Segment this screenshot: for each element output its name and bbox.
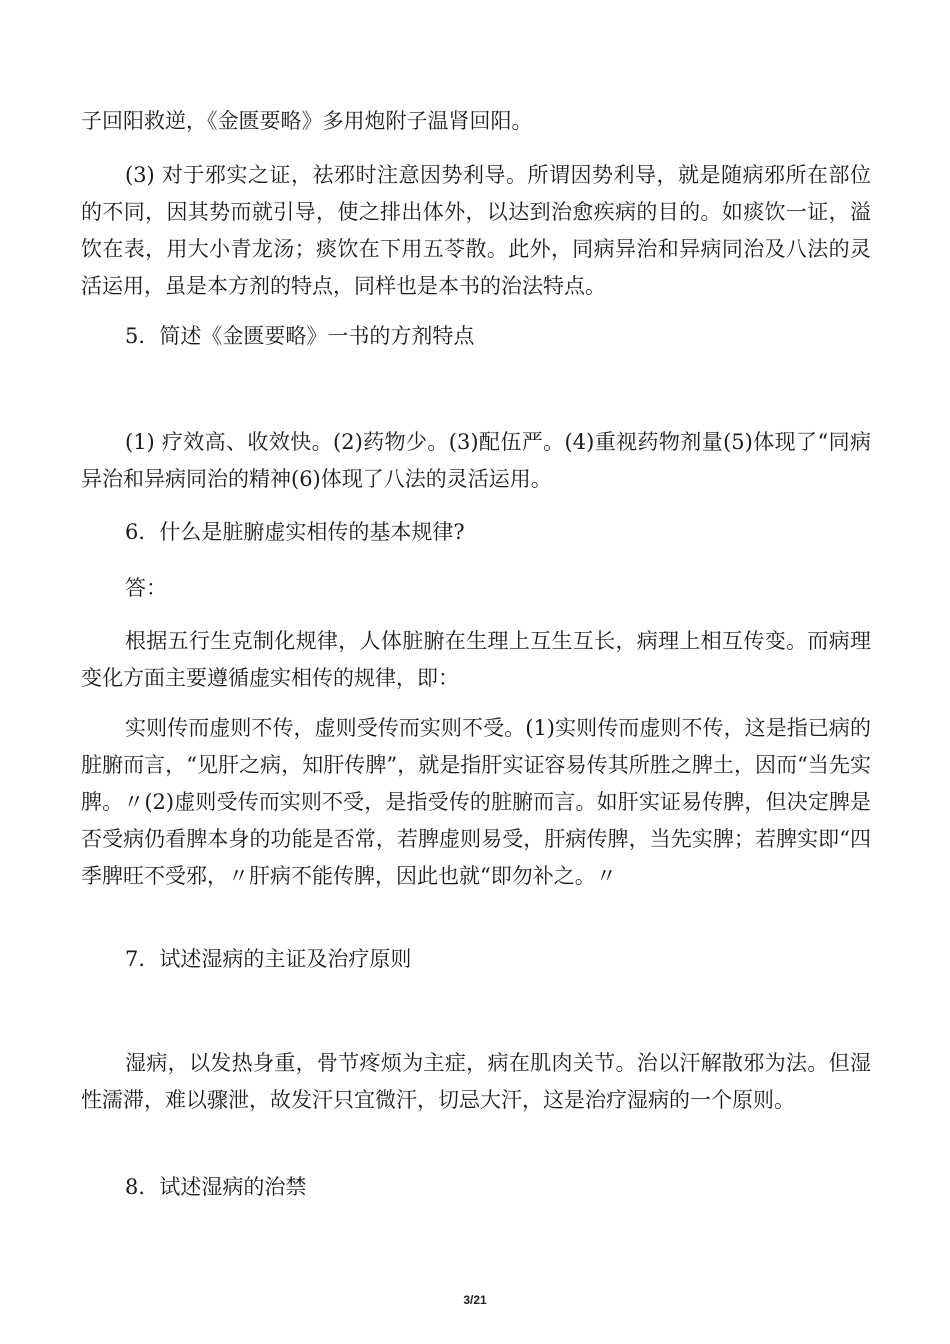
answer-6-paragraph-2: 实则传而虚则不传，虚则受传而实则不受。(1)实则传而虚则不传，这是指已病的脏腑而言，“见肝之病，知肝传脾”，就是指肝实证容易传其所胜之脾土，因而“当先实脾。〃(2)虚则受传而实则不受，是指受传的脏腑而言。如肝实证易传脾，但决定脾是否受病仍看脾本身的功能是否常，若脾虚则易受，肝病传脾，当先实脾；若脾实即“四季脾旺不受邪，〃肝病不能传脾，因此也就“即勿补之。〃 — [81, 716, 871, 888]
answer-5-paragraph: (1) 疗效高、收效快。(2)药物少。(3)配伍严。(4)重视药物剂量(5)体现了“同病异治和异病同治的精神(6)体现了八法的灵活运用。 — [81, 430, 871, 491]
question-7-heading: 7．试述湿病的主证及治疗原则 — [125, 947, 412, 971]
question-8-heading: 8．试述湿病的治禁 — [125, 1175, 307, 1199]
question-6-heading: 6．什么是脏腑虚实相传的基本规律? — [125, 520, 465, 544]
paragraph-point-3: (3) 对于邪实之证，祛邪时注意因势利导。所谓因势利导，就是随病邪所在部位的不同，因其势而就引导，使之排出体外，以达到治愈疾病的目的。如痰饮一证，溢饮在表，用大小青龙汤；痰饮在下用五苓散。此外，同病异治和异病同治及八法的灵活运用，虽是本方剂的特点，同样也是本书的治法特点。 — [81, 163, 871, 298]
answer-7-paragraph: 湿病，以发热身重，骨节疼烦为主症，病在肌肉关节。治以汗解散邪为法。但湿性濡滞，难以骤泄，故发汗只宜微汗，切忌大汗，这是治疗湿病的一个原则。 — [81, 1051, 871, 1112]
paragraph-continuation: 子回阳救逆，《金匮要略》多用炮附子温肾回阳。 — [81, 109, 533, 133]
answer-label: 答： — [125, 576, 167, 600]
question-5-heading: 5．简述《金匮要略》一书的方剂特点 — [125, 324, 475, 348]
page-number: 3/21 — [463, 1293, 487, 1307]
answer-6-paragraph-1: 根据五行生克制化规律，人体脏腑在生理上互生互长，病理上相互传变。而病理变化方面主要遵循虚实相传的规律，即： — [81, 629, 871, 690]
